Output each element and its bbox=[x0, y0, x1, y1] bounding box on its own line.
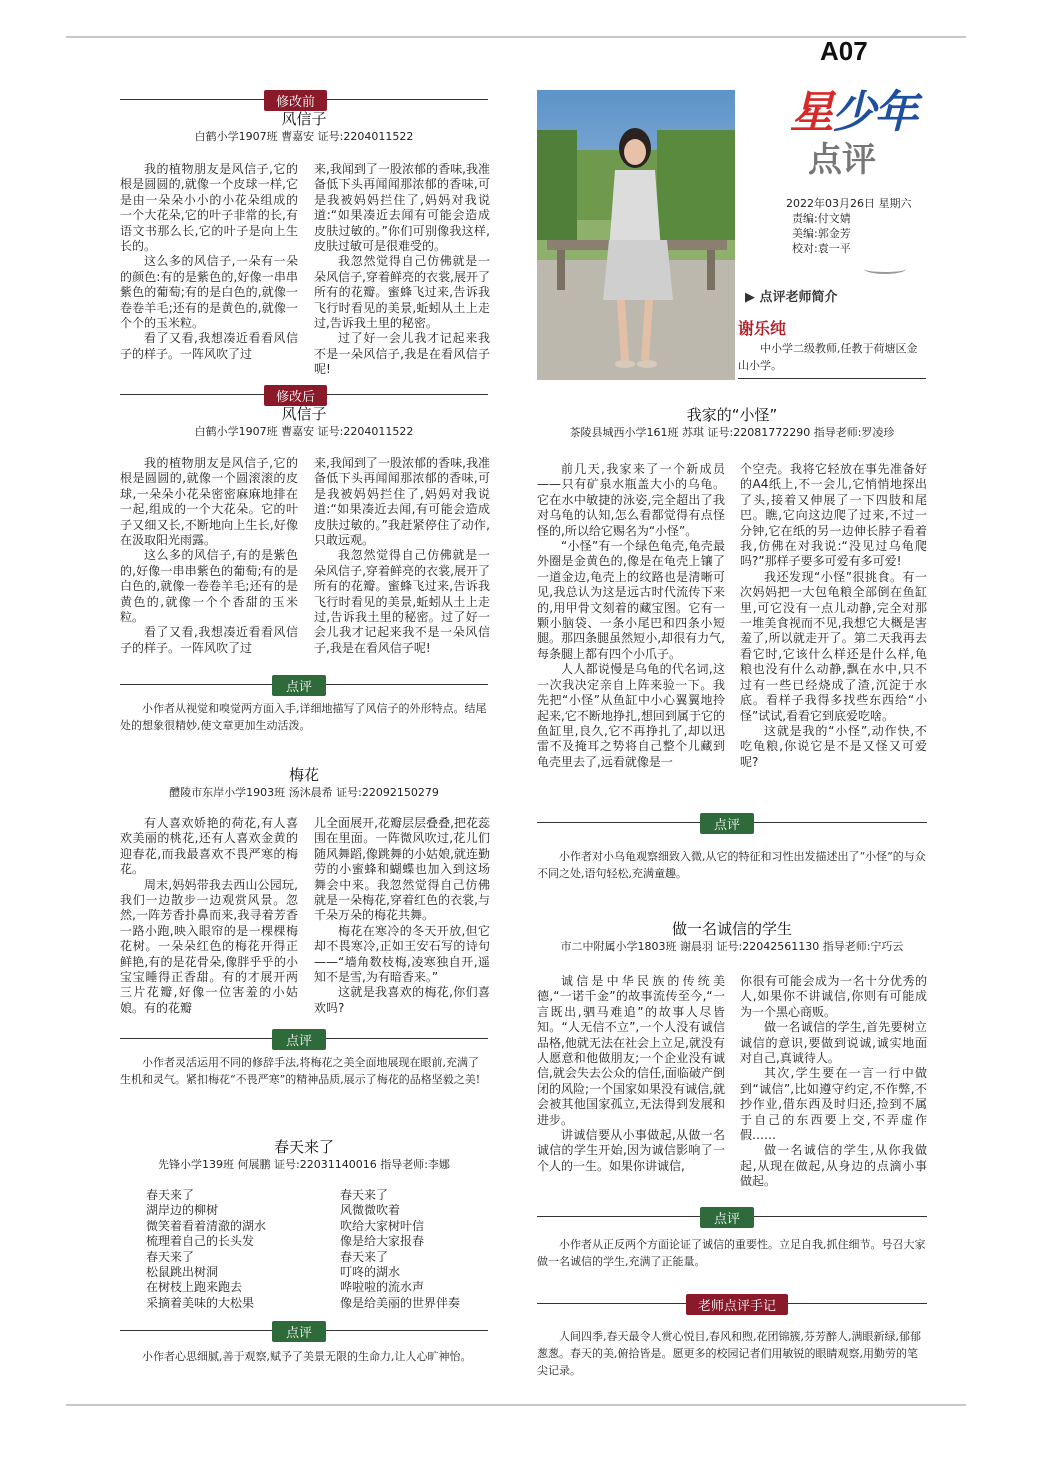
paragraph: 前几天,我家来了一个新成员——只有矿泉水瓶盖大小的乌龟。它在水中敏捷的泳姿,完全超出了我对乌龟的认知,怎么看都觉得有点怪怪的,所以给它赐名为“小怪”。 bbox=[537, 462, 725, 538]
poem-line: 春天来了 bbox=[340, 1249, 389, 1264]
paragraph: 你很有可能会成为一名十分优秀的人,如果你不讲诚信,你则有可能成为一个黑心商贩。 bbox=[740, 974, 927, 1019]
paragraph: 这么多的风信子,一朵有一朵的颜色:有的是紫色的,好像一串串紫色的葡萄;有的是白色的,就像一卷卷羊毛;还有的是黄色的,就像一个个的玉米粒。 bbox=[120, 254, 298, 331]
paragraph: 其次,学生要在一言一行中做到“诚信”,比如遵守约定,不作弊,不抄作业,借东西及时归还,捡到不属于自己的东西要上交,不弄虚作假…… bbox=[740, 1066, 927, 1143]
poem-line: 像是给大家报春 bbox=[340, 1234, 425, 1249]
paragraph: 过了好一会儿我才记起来我不是一朵风信子,我是在看风信子呢! bbox=[314, 331, 490, 377]
decorative-swash bbox=[864, 264, 906, 274]
comment-tag: 点评 bbox=[700, 1207, 754, 1228]
article-column bbox=[537, 974, 725, 1174]
poem-line: 像是给美丽的世界伴奏 bbox=[340, 1295, 461, 1310]
comment-text: 小作者对小乌龟观察细致入微,从它的特征和习性出发描述出了“小怪”的与众不同之处,语句轻松,充满童趣。 bbox=[537, 850, 926, 880]
poem-line: 湖岸边的柳树 bbox=[146, 1203, 219, 1218]
page-number: A07 bbox=[820, 36, 868, 66]
paragraph: 这就是我喜欢的梅花,你们喜欢吗? bbox=[314, 985, 490, 1015]
logo-youth-chars: 少年 bbox=[832, 88, 916, 137]
comment-tag: 点评 bbox=[272, 675, 326, 696]
paragraph: 我的植物朋友是风信子,它的根是圆圆的,就像一个皮球一样,它是由一朵朵小小的小花朵组成的一个大花朵,它的叶子非常的长,有语文书那么长,它的叶子是向上生长的。 bbox=[120, 162, 298, 254]
teacher-name: 谢乐纯 bbox=[738, 319, 787, 338]
article-title: 春天来了 bbox=[273, 1138, 334, 1156]
poem-line: 采摘着美味的大松果 bbox=[146, 1295, 255, 1310]
paragraph: “小怪”有一个绿色龟壳,龟壳最外圈是金黄色的,像是在龟壳上镶了一道金边,龟壳上的纹路也是清晰可见,我总认为这是远古时代流传下来的,用甲骨文刻着的藏宝图。它有一颗小脑袋、一条小尾巴和四条小短腿。那四条腿虽然短小,却很有力气,每条腿上都有四个小爪子。 bbox=[537, 539, 725, 661]
poem-line: 春天来了 bbox=[340, 1188, 389, 1202]
logo-star-char: 星 bbox=[790, 88, 832, 137]
comment-tag: 点评 bbox=[272, 1321, 326, 1342]
designer: 美编:郭金芳 bbox=[792, 227, 851, 240]
poem-column bbox=[146, 1188, 266, 1311]
paragraph: 周末,妈妈带我去西山公园玩,我们一边散步一边观赏风景。忽然,一阵芳香扑鼻而来,我寻着芳香一路小跑,映入眼帘的是一棵棵梅花树。一朵朵红色的梅花开得正鲜艳,有的是花骨朵,像胖乎乎的小宝宝睡得正香甜。有的才展开两三片花瓣,好像一位害羞的小姑娘。有的花瓣 bbox=[120, 877, 298, 1015]
paragraph: 人人都说慢是乌龟的代名词,这一次我决定亲自上阵来验一下。我先把“小怪”从鱼缸中小心翼翼地拎起来,它不断地挣扎,想回到属于它的鱼缸里,良久,它不再挣扎了,却以迅雷不及掩耳之势将自己整个儿藏到龟壳里去了,远看就像是一 bbox=[537, 662, 725, 769]
teacher-bio: 中小学二级教师,任教于荷塘区金山小学。 bbox=[738, 342, 918, 372]
article-title: 我家的“小怪” bbox=[686, 406, 778, 424]
logo bbox=[790, 76, 916, 140]
bottom-rule bbox=[66, 1404, 966, 1406]
article-title: 风信子 bbox=[281, 405, 327, 423]
poem-line: 春天来了 bbox=[146, 1249, 195, 1264]
paragraph: 我的植物朋友是风信子,它的根是圆圆的,就像一个圆滚滚的皮球,一朵朵小花朵密密麻麻地排在一起,组成的一个大花朵。它的叶子又细又长,不断地向上生长,好像在汲取阳光雨露。 bbox=[120, 456, 298, 548]
article-column bbox=[740, 462, 927, 770]
comment-tag: 点评 bbox=[700, 813, 754, 834]
poem-line: 梳理着自己的长头发 bbox=[146, 1234, 255, 1249]
article-title: 梅花 bbox=[288, 766, 319, 784]
paragraph: 我忽然觉得自己仿佛就是一朵风信子,穿着鲜亮的衣裳,展开了所有的花瓣。蜜蜂飞过来,告诉我飞行时看见的美景,蚯蚓从土上走过,告诉我土里的秘密。 bbox=[314, 254, 490, 331]
article-byline: 市二中附属小学1803班 谢晨羽 证号:22042561130 指导老师:宁巧云 bbox=[560, 940, 904, 953]
article-byline: 先锋小学139班 何展鹏 证号:22031140016 指导老师:李娜 bbox=[158, 1158, 450, 1171]
article-column bbox=[314, 816, 490, 1016]
paragraph: 梅花在寒冷的冬天开放,但它却不畏寒冷,正如王安石写的诗句——“墙角数枝梅,凌寒独自开,遥知不是雪,为有暗香来。” bbox=[314, 923, 490, 985]
editor: 责编:付文婧 bbox=[792, 212, 851, 225]
poem-line: 微笑着看着清澈的湖水 bbox=[146, 1218, 267, 1233]
comment-text: 小作者灵活运用不同的修辞手法,将梅花之美全面地展现在眼前,充满了生机和灵气。紧扣梅花“不畏严寒”的精神品质,展示了梅花的品格坚毅之美! bbox=[120, 1056, 481, 1086]
paragraph: 诚信是中华民族的传统美德,“一诺千金”的故事流传至今,“一言既出,驷马难追”的故事人尽皆知。“人无信不立”,一个人没有诚信品格,他就无法在社会上立足,就没有人愿意和他做朋友;一个企业没有诚信,就会失去公众的信任,面临破产倒闭的风险;一个国家如果没有诚信,就会被其他国家孤立,无法得到发展和进步。 bbox=[537, 974, 725, 1127]
comment-text: 小作者从正反两个方面论证了诚信的重要性。立足自我,抓住细节。号召大家做一名诚信的学生,充满了正能量。 bbox=[537, 1238, 926, 1268]
poem-line: 松鼠跳出树洞 bbox=[146, 1265, 219, 1280]
paragraph: 看了又看,我想凑近看看风信子的样子。一阵风吹了过 bbox=[120, 625, 298, 655]
paragraph: 看了又看,我想凑近看看风信子的样子。一阵风吹了过 bbox=[120, 331, 298, 361]
paragraph: 这么多的风信子,有的是紫色的,好像一串串紫色的葡萄;有的是白色的,就像一卷卷羊毛;还有的是黄色的,就像一个个香甜的玉米粒。 bbox=[120, 548, 298, 625]
paragraph: 我还发现“小怪”很挑食。有一次妈妈把一大包龟粮全部倒在鱼缸里,可它没有一点儿动静,完全对那一堆美食视而不见,我想它大概是害羞了,所以就走开了。第二天我再去看它时,它该什么样还是什么样,龟粮也没有什么动静,飘在水中,只不过有一些已经烧成了渣,沉淀于水底。看样子我得多找些东西给“小怪”试试,看看它到底爱吃啥。 bbox=[740, 569, 927, 723]
paragraph: 这就是我的“小怪”,动作快,不吃龟粮,你说它是不是又怪又可爱呢? bbox=[740, 723, 927, 769]
issue-date: 2022年03月26日 星期六 bbox=[786, 197, 912, 210]
notes-text: 人间四季,春天最令人赏心悦目,春风和煦,花团锦簇,芬芳醉人,满眼新绿,郁郁葱葱。春天的美,俯拾皆是。愿更多的校园记者们用敏锐的眼睛观察,用勤劳的笔尖记录。 bbox=[537, 1330, 921, 1377]
paragraph: 来,我闻到了一股浓郁的香味,我准备低下头再闻闻那浓郁的香味,可是我被妈妈拦住了,妈妈对我说道:“如果凑近去闻,有可能会造成皮肤过敏的。”我赶紧停住了动作,只敢远观。 bbox=[314, 456, 490, 548]
article-byline: 白鹤小学1907班 曹嘉安 证号:2204011522 bbox=[194, 425, 414, 438]
poem-line: 风微微吹着 bbox=[340, 1203, 401, 1218]
comment-text: 小作者心思细腻,善于观察,赋予了美景无限的生命力,让人心旷神怡。 bbox=[142, 1350, 472, 1363]
poem-line: 春天来了 bbox=[146, 1188, 195, 1202]
article-column bbox=[314, 456, 490, 656]
paragraph: 我忽然觉得自己仿佛就是一朵风信子,穿着鲜亮的衣裳,展开了所有的花瓣。蜜蜂飞过来,告诉我飞行时看见的美景,蚯蚓从土上走过,告诉我土里的秘密。过了好一会儿我才记起来我不是一朵风信子,我是在看风信子呢! bbox=[314, 548, 490, 655]
paragraph: 来,我闻到了一股浓郁的香味,我准备低下头再闻闻那浓郁的香味,可是我被妈妈拦住了,妈妈对我说道:“如果凑近去闻有可能会造成皮肤过敏的。”你们可别像我这样,皮肤过敏可是很难受的。 bbox=[314, 162, 490, 254]
logo-subtitle: 点评 bbox=[808, 140, 876, 180]
paragraph: 个空壳。我将它轻放在事先准备好的A4纸上,不一会儿,它悄悄地探出了头,接着又伸展了一下四肢和尾巴。瞧,它向这边爬了过来,不过一分钟,它在纸的另一边伸长脖子看着我,仿佛在对我说:“没见过乌龟爬吗?”那样子要多可爱有多可爱! bbox=[740, 462, 927, 569]
poem-line: 哗啦啦的流水声 bbox=[340, 1280, 425, 1295]
intro-divider bbox=[738, 378, 926, 379]
article-byline: 白鹤小学1907班 曹嘉安 证号:2204011522 bbox=[194, 130, 414, 143]
proofreader: 校对:袁一平 bbox=[792, 242, 851, 255]
paragraph: 有人喜欢娇艳的荷花,有人喜欢美丽的桃花,还有人喜欢金黄的迎春花,而我最喜欢不畏严寒的梅花。 bbox=[120, 816, 298, 877]
after-tag: 修改后 bbox=[264, 385, 327, 406]
before-tag: 修改前 bbox=[264, 90, 327, 111]
article-column bbox=[314, 162, 490, 378]
intro-heading: ▶ 点评老师简介 bbox=[745, 290, 838, 305]
article-column bbox=[120, 816, 298, 1016]
article-byline: 醴陵市东岸小学1903班 汤沐晨希 证号:22092150279 bbox=[169, 786, 439, 799]
article-byline: 茶陵县城西小学161班 苏琪 证号:22081772290 指导老师:罗凌珍 bbox=[569, 426, 895, 439]
article-column bbox=[120, 456, 298, 656]
article-column bbox=[740, 974, 927, 1190]
teacher-photo bbox=[537, 90, 735, 380]
poem-line: 吹给大家树叶信 bbox=[340, 1218, 425, 1233]
article-column bbox=[120, 162, 298, 362]
paragraph: 做一名诚信的学生,首先要树立诚信的意识,要做到说诚,诚实地面对自己,真诚待人。 bbox=[740, 1020, 927, 1066]
paragraph: 讲诚信要从小事做起,从做一名诚信的学生开始,因为诚信影响了一个人的一生。如果你讲诚信, bbox=[537, 1128, 725, 1173]
paragraph: 做一名诚信的学生,从你我做起,从现在做起,从身边的点滴小事做起。 bbox=[740, 1143, 927, 1189]
paragraph: 儿全面展开,花瓣层层叠叠,把花蕊围在里面。一阵微风吹过,花儿们随风舞蹈,像跳舞的小姑娘,就连勤劳的小蜜蜂和蝴蝶也加入到这场舞会中来。我忽然觉得自己仿佛就是一朵梅花,穿着红色的衣裳,与千朵万朵的梅花共舞。 bbox=[314, 816, 490, 923]
comment-text: 小作者从视觉和嗅觉两方面入手,详细地描写了风信子的外形特点。结尾处的想象很精妙,使文章更加生动活泼。 bbox=[120, 702, 487, 732]
article-title: 做一名诚信的学生 bbox=[671, 920, 792, 938]
notes-tag: 老师点评手记 bbox=[686, 1294, 788, 1315]
article-title: 风信子 bbox=[281, 110, 327, 128]
comment-tag: 点评 bbox=[272, 1029, 326, 1050]
poem-line: 叮咚的湖水 bbox=[340, 1265, 401, 1280]
poem-column bbox=[340, 1188, 460, 1311]
poem-line: 在树枝上跑来跑去 bbox=[146, 1280, 243, 1295]
article-column bbox=[537, 462, 725, 770]
issue-meta bbox=[786, 196, 912, 256]
